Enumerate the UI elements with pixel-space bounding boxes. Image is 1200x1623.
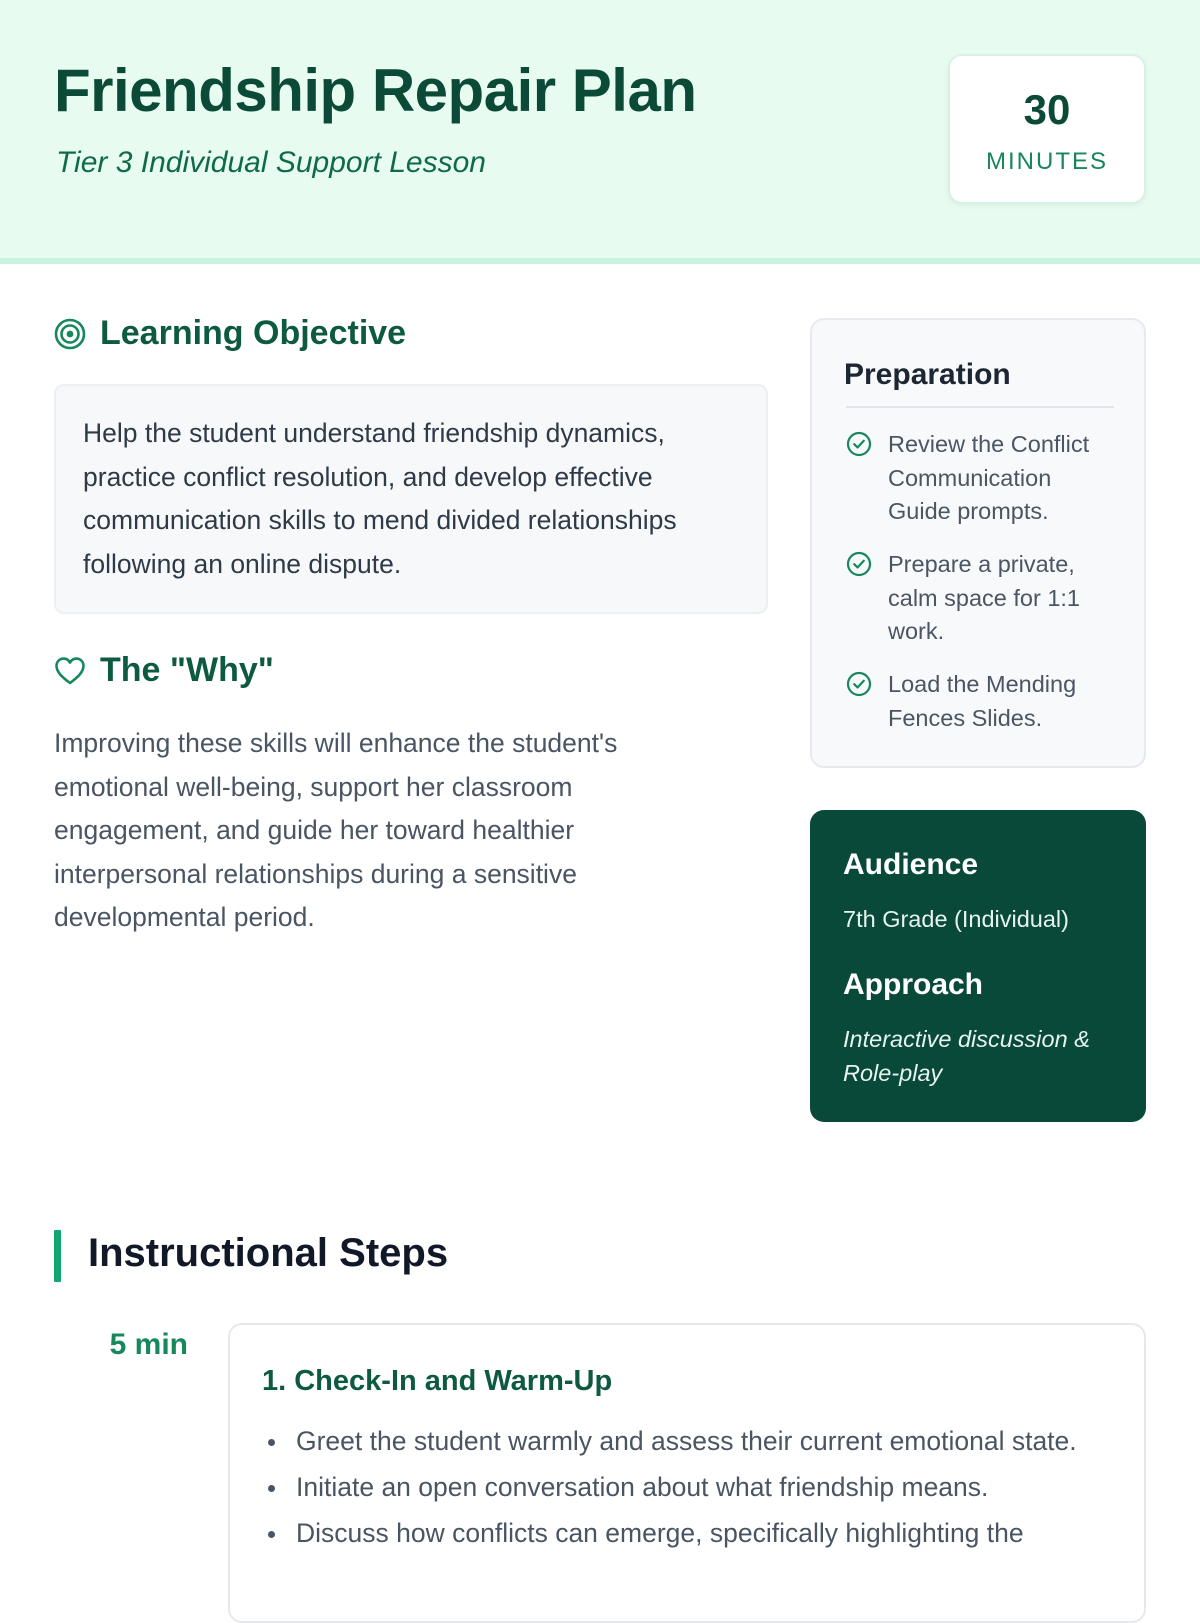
steps-accent-bar — [54, 1230, 61, 1282]
learning-objective-title: Learning Objective — [100, 314, 407, 352]
check-circle-icon — [846, 431, 872, 462]
duration-badge — [948, 54, 1146, 204]
step-bullet: Initiate an open conversation about what friendship means. — [262, 1467, 1102, 1507]
audience-value: 7th Grade (Individual) — [843, 906, 1069, 932]
audience-label: Audience — [843, 848, 979, 881]
approach-label: Approach — [843, 968, 984, 1001]
learning-objective-box — [54, 384, 768, 614]
why-text: Improving these skills will enhance the student's emotional well-being, support her classroom engagement, and guide her toward healthier interpersonal relationships during a sensitive developmental period. — [54, 728, 618, 932]
audience-card — [810, 810, 1146, 1122]
check-circle-icon — [846, 551, 872, 582]
preparation-item-text: Load the Mending Fences Slides. — [888, 671, 1077, 731]
instructional-steps-heading: Instructional Steps — [88, 1231, 449, 1275]
header — [0, 0, 1200, 264]
preparation-divider — [846, 406, 1114, 408]
step-bullet: Discuss how conflicts can emerge, specifically highlighting the — [262, 1513, 1102, 1553]
why-heading — [54, 651, 274, 690]
target-icon — [54, 318, 86, 350]
page-subtitle: Tier 3 Individual Support Lesson — [56, 146, 486, 179]
step-card — [228, 1323, 1146, 1623]
why-title: The "Why" — [100, 651, 274, 689]
step-time: 5 min — [109, 1328, 188, 1361]
duration-value: 30 — [1023, 86, 1071, 133]
preparation-card — [810, 318, 1146, 768]
learning-objective-text: Help the student understand friendship dynamics, practice conflict resolution, and develop effective communication skills to mend divided relationships following an online dispute. — [83, 418, 677, 579]
preparation-item-text: Review the Conflict Communication Guide prompts. — [888, 431, 1090, 524]
heart-icon — [54, 656, 86, 686]
check-circle-icon — [846, 671, 872, 702]
step-bullet-list — [262, 1421, 1102, 1559]
duration-unit: MINUTES — [986, 148, 1108, 175]
step-bullet: Greet the student warmly and assess their current emotional state. — [262, 1421, 1102, 1461]
page-title: Friendship Repair Plan — [54, 57, 697, 124]
preparation-title: Preparation — [844, 358, 1011, 391]
preparation-item — [846, 668, 1116, 735]
step-title: 1. Check-In and Warm-Up — [262, 1365, 613, 1397]
approach-value: Interactive discussion & Role-play — [843, 1026, 1090, 1086]
learning-objective-heading — [54, 314, 406, 353]
preparation-item — [846, 548, 1116, 649]
preparation-item — [846, 428, 1116, 529]
preparation-item-text: Prepare a private, calm space for 1:1 work. — [888, 551, 1081, 644]
